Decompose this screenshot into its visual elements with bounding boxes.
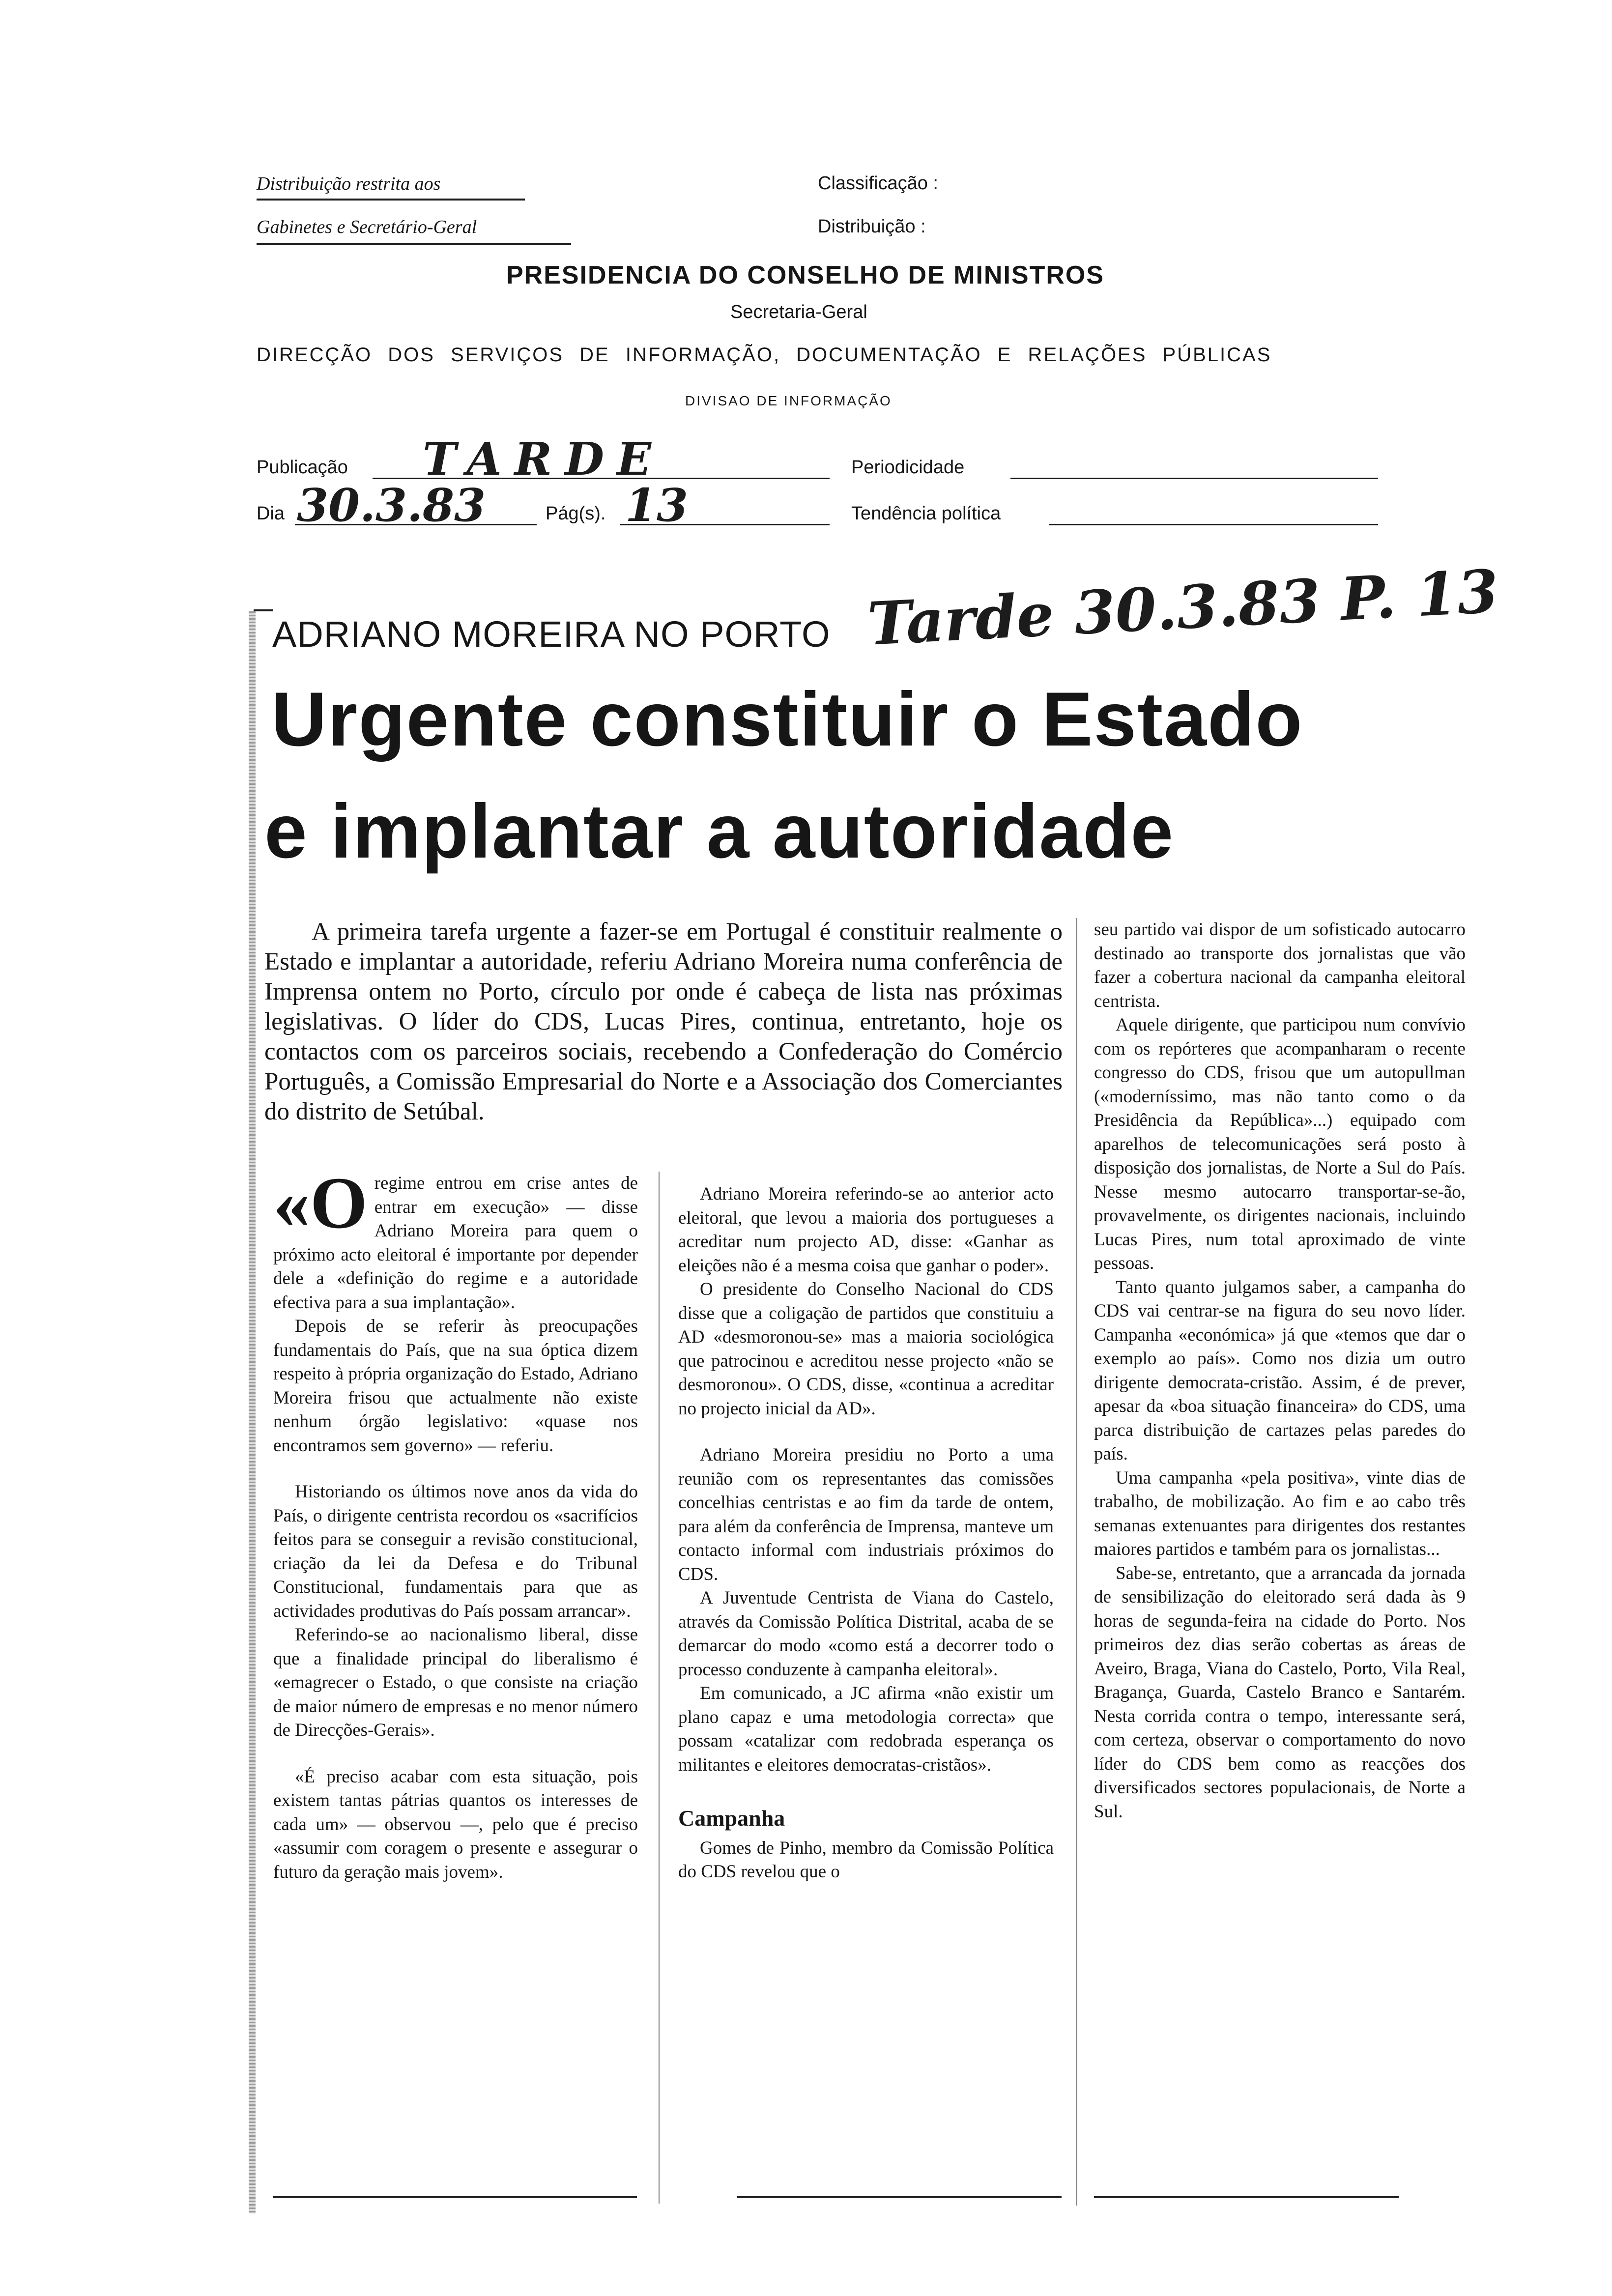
- col3-paragraph-5: Sabe-se, entretanto, que a arrancada da jornada de sensibilização do eleitorado será dada às 9 horas de segunda-feira na cidade do Porto. Nos primeiros dez dias serão cobertas as áreas de Aveiro, Braga, Viana do Castelo, Porto, Vila Real, Bragança, Guarda, Castelo Branco e Santarém. Nesta corrida contra o tempo, interessante será, com certeza, observar o comportamento do novo líder do CDS bem como as reacções dos diversificados sectores populacionais, de Norte a Sul.: [1094, 1563, 1466, 1822]
- tendencia-label: Tendência política: [851, 503, 1001, 524]
- dia-value: 30.3.83: [297, 479, 486, 532]
- presidencia-title: PRESIDENCIA DO CONSELHO DE MINISTROS: [506, 261, 1105, 289]
- col1-paragraph-3: Historiando os últimos nove anos da vida do País, o dirigente centrista recordou os «sacrifícios feitos para se conseguir a revisão constitucional, criação da lei da Defesa e do Tribunal Constitucional, fundamentais para que as actividades produtivas do País possam arrancar».: [273, 1482, 638, 1621]
- handwritten-annotation: Tarde 30.3.83 P. 13: [866, 556, 1500, 659]
- bottom-rule-left: [273, 2196, 637, 2198]
- col3-paragraph-1: seu partido vai dispor de um sofisticado autocarro destinado ao transporte dos jornalistas que vão fazer a cobertura nacional da campanha eleitoral centrista.: [1094, 919, 1466, 1011]
- pags-label: Pág(s).: [546, 503, 606, 524]
- col3-paragraph-4: Uma campanha «pela positiva», vinte dias de trabalho, de mobilização. Ao fim e ao cabo três semanas extenuantes para dirigentes dos restantes maiores partidos e também para os jornalistas...: [1094, 1467, 1466, 1559]
- col3-paragraph-2: Aquele dirigente, que participou num convívio com os repórteres que acompanharam o recente congresso do CDS, frisou que um autopullman («moderníssimo, mas não tanto como o da Presidência da República»...) equipado com aparelhos de telecomunicações será posto à disposição dos jornalistas, de Norte a Sul do País. Nesse mesmo autocarro transportar-se-ão, provavelmente, os dirigentes nacionais, incluindo Lucas Pires, num total aproximado de vinte pessoas.: [1094, 1015, 1466, 1273]
- distribution-line-2: Gabinetes e Secretário-Geral: [257, 217, 477, 237]
- clipping-edge: [249, 611, 256, 2213]
- article-column-3: [1094, 918, 1466, 1824]
- article-kicker: ADRIANO MOREIRA NO PORTO: [272, 614, 831, 655]
- publicacao-value: TARDE: [423, 432, 664, 486]
- direccao-servicos: DIRECÇÃO DOS SERVIÇOS DE INFORMAÇÃO, DOCUMENTAÇÃO E RELAÇÕES PÚBLICAS: [257, 344, 1272, 366]
- distribution-rule-1: [257, 199, 525, 201]
- article-lead: A primeira tarefa urgente a fazer-se em Portugal é constituir realmente o Estado e implantar a autoridade, referiu Adriano Moreira numa conferência de Imprensa ontem no Porto, círculo por onde é cabeça de lista nas próximas legislativas. O líder do CDS, Lucas Pires, continua, entretanto, hoje os contactos com os parceiros sociais, recebendo a Confederação do Comércio Português, a Comissão Empresarial do Norte e a Associação dos Comerciantes do distrito de Setúbal.: [264, 918, 1063, 1125]
- drop-cap: «O: [273, 1162, 368, 1244]
- col1-paragraph-5: «É preciso acabar com esta situação, pois existem tantas pátrias quantos os interesses de cada um» — observou —, pelo que é preciso «assumir com coragem o presente e assegurar o futuro da geração mais jovem».: [273, 1766, 638, 1882]
- distribution-line-1: Distribuição restrita aos: [257, 173, 441, 194]
- tendencia-rule: [1049, 524, 1378, 525]
- column-2-3-rule: [1076, 918, 1077, 2206]
- periodicidade-label: Periodicidade: [851, 457, 965, 478]
- article-headline-line-2: e implantar a autoridade: [264, 789, 1175, 874]
- col1-paragraph-1-text: regime entrou em crise antes de entrar em execução» — disse Adriano Moreira para quem o próximo acto eleitoral é importante por depender dele a «definição do regime e a autoridade efectiva para a sua implantação».: [273, 1173, 638, 1313]
- column-1-2-rule: [659, 1172, 660, 2204]
- classificacao-label: Classificação :: [818, 173, 938, 194]
- col2-paragraph-4: A Juventude Centrista de Viana do Castelo, através da Comissão Política Distrital, acaba de se demarcar do modo «como está a decorrer todo o processo conduzente à campanha eleitoral».: [678, 1588, 1054, 1680]
- col1-paragraph-2: Depois de se referir às preocupações fundamentais do País, que na sua óptica dizem respeito à própria organização do Estado, Adriano Moreira frisou que actualmente não existe nenhum órgão legislativo: «quase nos encontramos sem governo» — referiu.: [273, 1316, 638, 1456]
- col1-paragraph-4: Referindo-se ao nacionalismo liberal, disse que a finalidade principal do liberalismo é «emagrecer o Estado, o que consiste na criação de maior número de empresas e no menor número de Direcções-Gerais».: [273, 1625, 638, 1740]
- col2-paragraph-1: Adriano Moreira referindo-se ao anterior acto eleitoral, que levou a maioria dos portugueses a acreditar num projecto AD, disse: «Ganhar as eleições não é a mesma coisa que ganhar o poder».: [678, 1184, 1054, 1276]
- bottom-rule-right: [1094, 2196, 1399, 2198]
- article-headline-line-1: Urgente constituir o Estado: [271, 677, 1303, 762]
- col2-paragraph-6: Gomes de Pinho, membro da Comissão Política do CDS revelou que o: [678, 1837, 1054, 1882]
- bottom-rule-middle: [737, 2196, 1062, 2198]
- col3-paragraph-3: Tanto quanto julgamos saber, a campanha do CDS vai centrar-se na figura do seu novo líder. Campanha «económica» já que «temos que dar o exemplo ao país». Como nos dizia um outro dirigente democrata-cristão. Assim, é de prever, apesar da «boa situação financeira» do CDS, uma parca distribuição de cartazes pelas paredes do país.: [1094, 1277, 1466, 1464]
- periodicidade-rule: [1010, 478, 1378, 479]
- article-column-1: [273, 1162, 638, 1884]
- article-column-2: [678, 1182, 1054, 1884]
- secretaria-geral: Secretaria-Geral: [730, 302, 867, 322]
- divisao-informacao: DIVISAO DE INFORMAÇÃO: [685, 393, 892, 408]
- col2-paragraph-5: Em comunicado, a JC afirma «não existir um plano capaz e uma metodologia correcta» que possam «catalizar com redobrada esperança os militantes e eleitores democratas-cristãos».: [678, 1683, 1054, 1775]
- clipping-corner-rule: [254, 609, 273, 611]
- dia-label: Dia: [257, 503, 285, 524]
- col1-paragraph-1: [273, 1162, 638, 1315]
- section-subhead: Campanha: [678, 1806, 785, 1831]
- col2-paragraph-2: O presidente do Conselho Nacional do CDS disse que a coligação de partidos que constituiu a AD «desmoronou-se» mas a maioria sociológica que patrocinou e acreditou nesse projecto «não se desmoronou». O CDS, disse, «continua a acreditar no projecto inicial da AD».: [678, 1279, 1054, 1419]
- publicacao-label: Publicação: [257, 457, 348, 478]
- col2-paragraph-3: Adriano Moreira presidiu no Porto a uma reunião com os representantes das comissões concelhias centristas e ao fim da tarde de ontem, para além da conferência de Imprensa, manteve um contacto informal com industriais próximos do CDS.: [678, 1445, 1054, 1584]
- pags-value: 13: [625, 479, 689, 532]
- distribution-rule-2: [257, 243, 571, 245]
- distribuicao-label: Distribuição :: [818, 216, 926, 237]
